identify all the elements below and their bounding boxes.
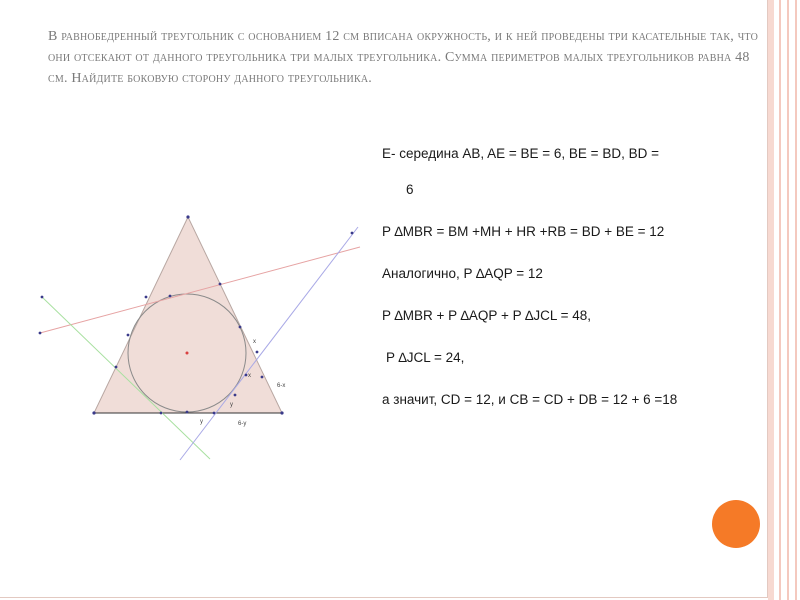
solution-line-3: Аналогично, P ∆AQP = 12: [382, 266, 543, 281]
label-y-right: y: [230, 402, 233, 408]
geometry-diagram: [30, 205, 370, 475]
solution-line-6: а значит, CD = 12, и CB = CD + DB = 12 + 6 =18: [382, 392, 678, 407]
orange-circle-decoration: [712, 500, 760, 548]
label-y-base: y: [200, 419, 203, 425]
decorative-stripes: [768, 0, 800, 600]
solution-line-4: P ∆MBR + P ∆AQP + P ∆JCL = 48,: [382, 308, 592, 323]
label-6-minus-y: 6-y: [238, 421, 247, 427]
solution-line-5: P ∆JCL = 24,: [386, 350, 465, 365]
isosceles-triangle: [94, 217, 282, 413]
problem-statement: В равнобедренный треугольник с основанием 12 см вписана окружность, и к ней проведены три касательные так, что они отсекают от данного треугольника три малых треугольника. Сумма периметров малых треугольников равна 48 см. Найдите боковую сторону данного треугольника.: [48, 29, 758, 86]
label-x-upper: x: [253, 339, 256, 345]
solution-line-2: P ∆MBR = BM +MH + HR +RB = BD + BE = 12: [382, 224, 665, 239]
label-6-minus-x: 6-x: [277, 383, 286, 389]
solution-line-1: E- середина AB, AE = BE = 6, BE = BD, BD =: [382, 146, 659, 161]
label-x-lower: x: [248, 373, 251, 379]
solution-line-1-cont: 6: [406, 182, 414, 197]
